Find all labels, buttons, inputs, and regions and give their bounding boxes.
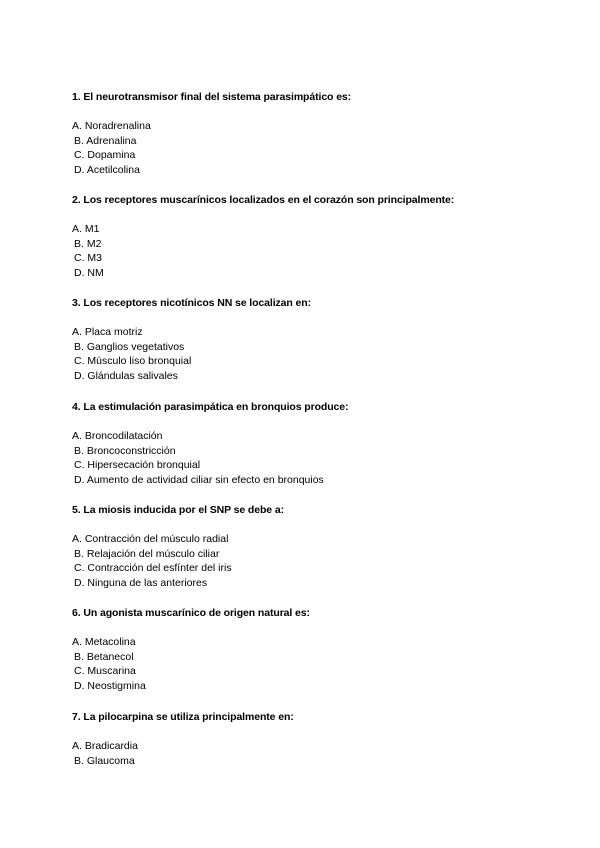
option-a: A. Placa motriz <box>72 326 143 338</box>
option-d: D. Glándulas salivales <box>74 370 178 383</box>
option-d: D. Neostigmina <box>74 680 146 693</box>
option-list <box>72 429 572 488</box>
option-list <box>72 222 572 281</box>
option-d: D. NM <box>74 267 104 280</box>
question-2 <box>72 194 572 281</box>
question-title: 5. La miosis inducida por el SNP se debe a: <box>72 504 284 516</box>
question-title: 4. La estimulación parasimpática en bronquios produce: <box>72 401 349 413</box>
option-b: B. Relajación del músculo ciliar <box>74 547 220 560</box>
question-title: 2. Los receptores muscarínicos localizados en el corazón son principalmente: <box>72 194 455 206</box>
option-d: D. Acetilcolina <box>74 164 140 177</box>
option-c: C. Músculo liso bronquial <box>74 355 192 368</box>
option-a: A. Bradicardia <box>72 740 138 752</box>
option-b: B. Adrenalina <box>74 134 137 147</box>
option-list <box>72 739 572 768</box>
question-7 <box>72 711 572 768</box>
option-a: A. M1 <box>72 223 100 235</box>
option-c: C. Hipersecación bronquial <box>74 459 201 472</box>
option-a: A. Broncodilatación <box>72 430 163 442</box>
option-b: B. Betanecol <box>74 650 134 663</box>
option-list <box>72 635 572 694</box>
option-a: A. Noradrenalina <box>72 120 151 132</box>
question-1 <box>72 91 572 178</box>
question-6 <box>72 607 572 694</box>
question-5 <box>72 504 572 591</box>
question-3 <box>72 297 572 384</box>
option-list <box>72 532 572 591</box>
option-c: C. Muscarina <box>74 665 136 678</box>
question-title: 3. Los receptores nicotínicos NN se localizan en: <box>72 297 312 309</box>
option-d: D. Ninguna de las anteriores <box>74 577 208 590</box>
option-c: C. Contracción del esfínter del iris <box>74 562 232 575</box>
question-title: 7. La pilocarpina se utiliza principalmente en: <box>72 711 294 723</box>
option-list <box>72 325 572 384</box>
option-b: B. Ganglios vegetativos <box>74 340 185 353</box>
option-c: C. Dopamina <box>74 149 136 162</box>
question-title: 1. El neurotransmisor final del sistema parasimpático es: <box>72 91 352 103</box>
option-a: A. Metacolina <box>72 636 136 648</box>
option-a: A. Contracción del músculo radial <box>72 533 229 545</box>
option-list <box>72 119 572 178</box>
question-title: 6. Un agonista muscarínico de origen natural es: <box>72 607 310 619</box>
option-b: B. Broncoconstricción <box>74 444 176 457</box>
question-4 <box>72 401 572 488</box>
option-b: B. M2 <box>74 237 102 250</box>
option-b: B. Glaucoma <box>74 754 135 767</box>
option-c: C. M3 <box>74 252 103 265</box>
option-d: D. Aumento de actividad ciliar sin efecto en bronquios <box>74 474 324 487</box>
